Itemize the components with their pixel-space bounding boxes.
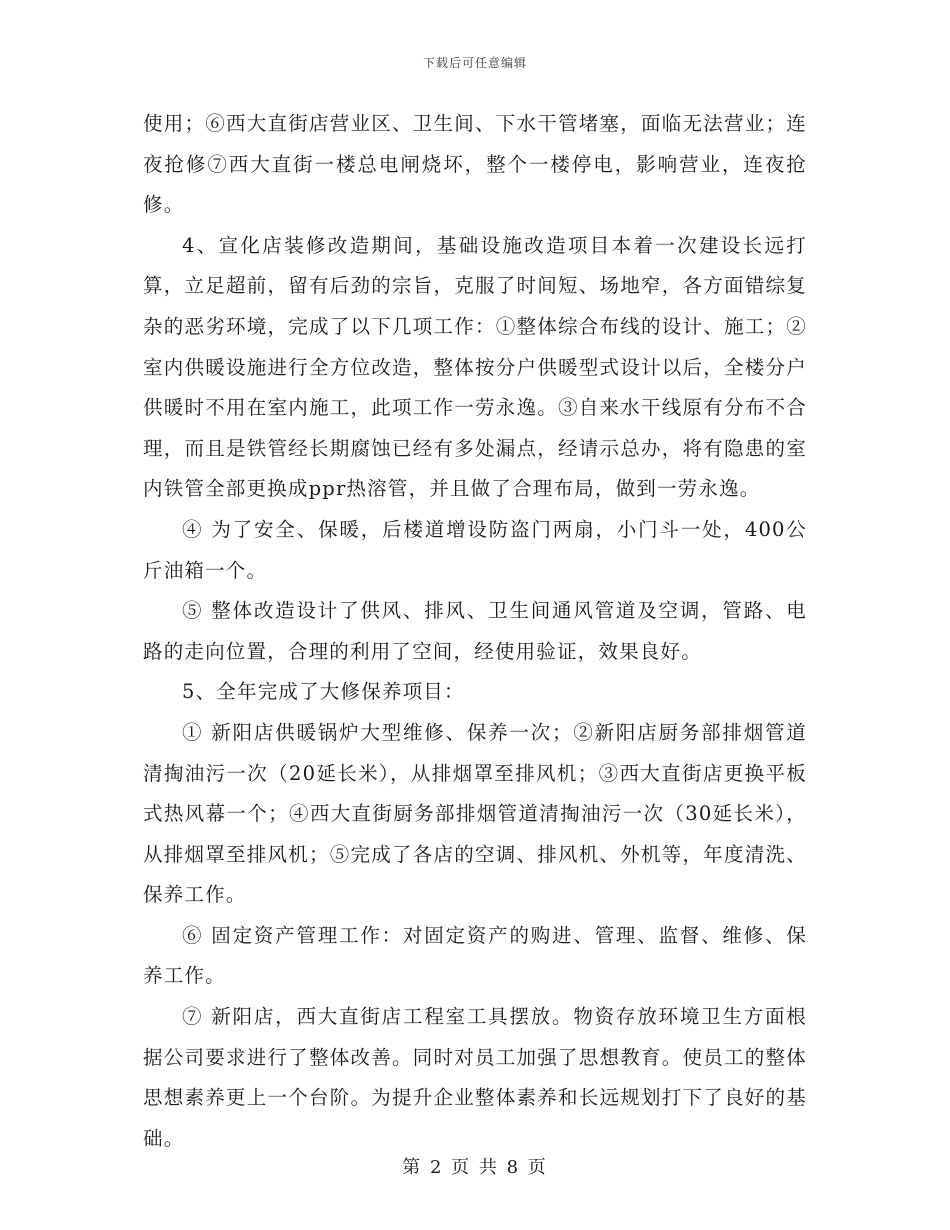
page-number-footer: 第 2 页 共 8 页 [402, 1157, 548, 1178]
paragraph-6: ① 新阳店供暖锅炉大型维修、保养一次；②新阳店厨务部排烟管道清掏油污一次（20延长米），从排烟罩至排风机；③西大直街店更换平板式热风幕一个；④西大直街厨务部排烟管道清掏油污一次（30延长米），从排烟罩至排风机；⑤完成了各店的空调、排风机、外机等，年度清洗、保养工作。 [143, 720, 807, 907]
paragraph-1: 使用；⑥西大直街店营业区、卫生间、下水干管堵塞，面临无法营业；连夜抢修⑦西大直街一楼总电闸烧坏，整个一楼停电，影响营业，连夜抢修。 [143, 112, 807, 217]
document-body [143, 104, 807, 1159]
paragraph-7: ⑥ 固定资产管理工作：对固定资产的购进、管理、监督、维修、保养工作。 [143, 923, 807, 988]
paragraph-5: 5、全年完成了大修保养项目： [182, 680, 465, 704]
paragraph-4: ⑤ 整体改造设计了供风、排风、卫生间通风管道及空调，管路、电路的走向位置，合理的利用了空间，经使用验证，效果良好。 [143, 599, 807, 663]
page-header: 下载后可任意编辑 [422, 56, 527, 70]
paragraph-3: ④ 为了安全、保暖，后楼道增设防盗门两扇，小门斗一处，400公斤油箱一个。 [143, 517, 807, 582]
paragraph-8: ⑦ 新阳店，西大直街店工程室工具摆放。物资存放环境卫生方面根据公司要求进行了整体改善。同时对员工加强了思想教育。使员工的整体思想素养更上一个台阶。为提升企业整体素养和长远规划打下了良好的基础。 [143, 1005, 807, 1150]
paragraph-2: 4、宣化店装修改造期间，基础设施改造项目本着一次建设长远打算，立足超前，留有后劲的宗旨，克服了时间短、场地窄，各方面错综复杂的恶劣环境，完成了以下几项工作：①整体综合布线的设计、施工；②室内供暖设施进行全方位改造，整体按分户供暖型式设计以后，全楼分户供暖时不用在室内施工，此项工作一劳永逸。③自来水干线原有分布不合理，而且是铁管经长期腐蚀已经有多处漏点，经请示总办，将有隐患的室内铁管全部更换成ppr热溶管，并且做了合理布局，做到一劳永逸。 [143, 233, 807, 501]
